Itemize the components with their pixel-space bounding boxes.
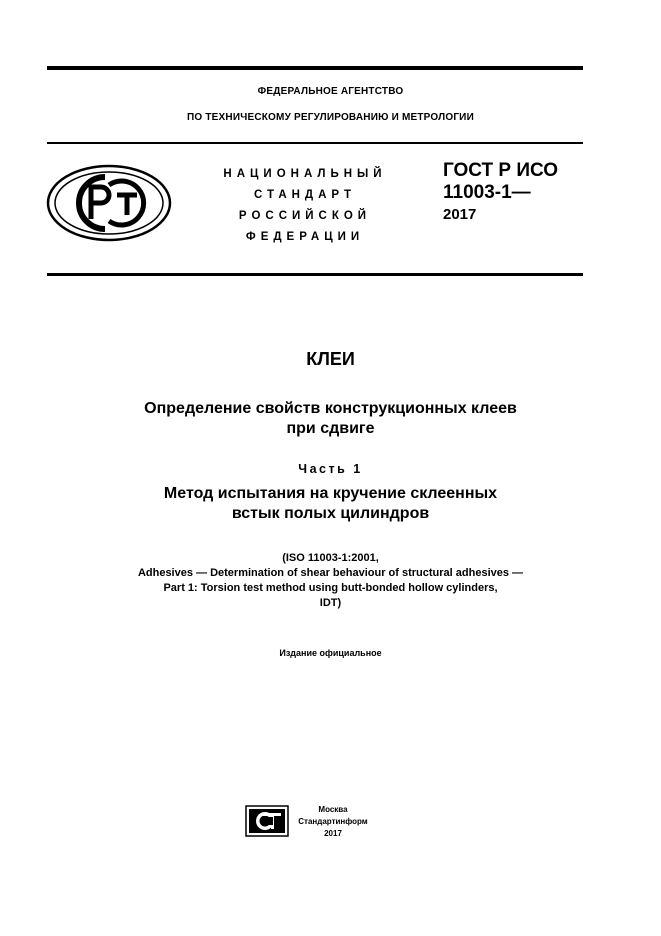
national-standard-line1: НАЦИОНАЛЬНЫЙ bbox=[223, 168, 387, 180]
agency-name-line1: ФЕДЕРАЛЬНОЕ АГЕНТСТВО bbox=[257, 86, 404, 97]
subtitle-line2: при сдвиге bbox=[286, 420, 375, 437]
official-edition-label: Издание официальное bbox=[279, 648, 382, 658]
publisher-name: Стандартинформ bbox=[298, 817, 368, 826]
subtitle-line1: Определение свойств конструкционных клеев bbox=[144, 400, 517, 417]
designation-line2: 11003-1— bbox=[443, 182, 531, 203]
agency-name-line2: ПО ТЕХНИЧЕСКОМУ РЕГУЛИРОВАНИЮ И МЕТРОЛОГИИ bbox=[187, 112, 474, 123]
national-standard-line3: РОССИЙСКОЙ bbox=[238, 210, 372, 222]
part-title bbox=[0, 484, 661, 524]
iso-reference-line1: (ISO 11003-1:2001, bbox=[282, 552, 379, 564]
part-title-line2: встык полых цилиндров bbox=[231, 505, 430, 522]
iso-reference-line2: Adhesives — Determination of shear behaviour of structural adhesives — bbox=[137, 567, 524, 579]
publisher-year: 2017 bbox=[324, 829, 342, 838]
standard-designation bbox=[443, 160, 558, 226]
national-standard-line2: СТАНДАРТ bbox=[254, 189, 356, 201]
national-standard-block bbox=[205, 164, 405, 248]
publisher-city: Москва bbox=[318, 805, 348, 814]
iso-reference-line3: Part 1: Torsion test method using butt-bonded hollow cylinders, bbox=[163, 582, 498, 594]
designation-year: 2017 bbox=[443, 206, 477, 223]
part-label: Часть 1 bbox=[298, 462, 363, 476]
header-rule bbox=[47, 142, 583, 144]
part-title-line1: Метод испытания на кручение склеенных bbox=[163, 485, 498, 502]
section-rule bbox=[47, 273, 583, 276]
iso-reference-line4: IDT) bbox=[319, 597, 342, 609]
iso-reference bbox=[0, 551, 661, 611]
publisher-block bbox=[293, 804, 373, 840]
top-rule bbox=[47, 66, 583, 70]
designation-line1: ГОСТ Р ИСО bbox=[443, 160, 559, 181]
rst-certification-logo-icon bbox=[45, 163, 173, 243]
document-title: КЛЕИ bbox=[306, 349, 355, 369]
national-standard-line4: ФЕДЕРАЦИИ bbox=[245, 231, 365, 243]
document-subtitle bbox=[0, 399, 661, 439]
standartinform-logo-icon bbox=[245, 805, 289, 837]
